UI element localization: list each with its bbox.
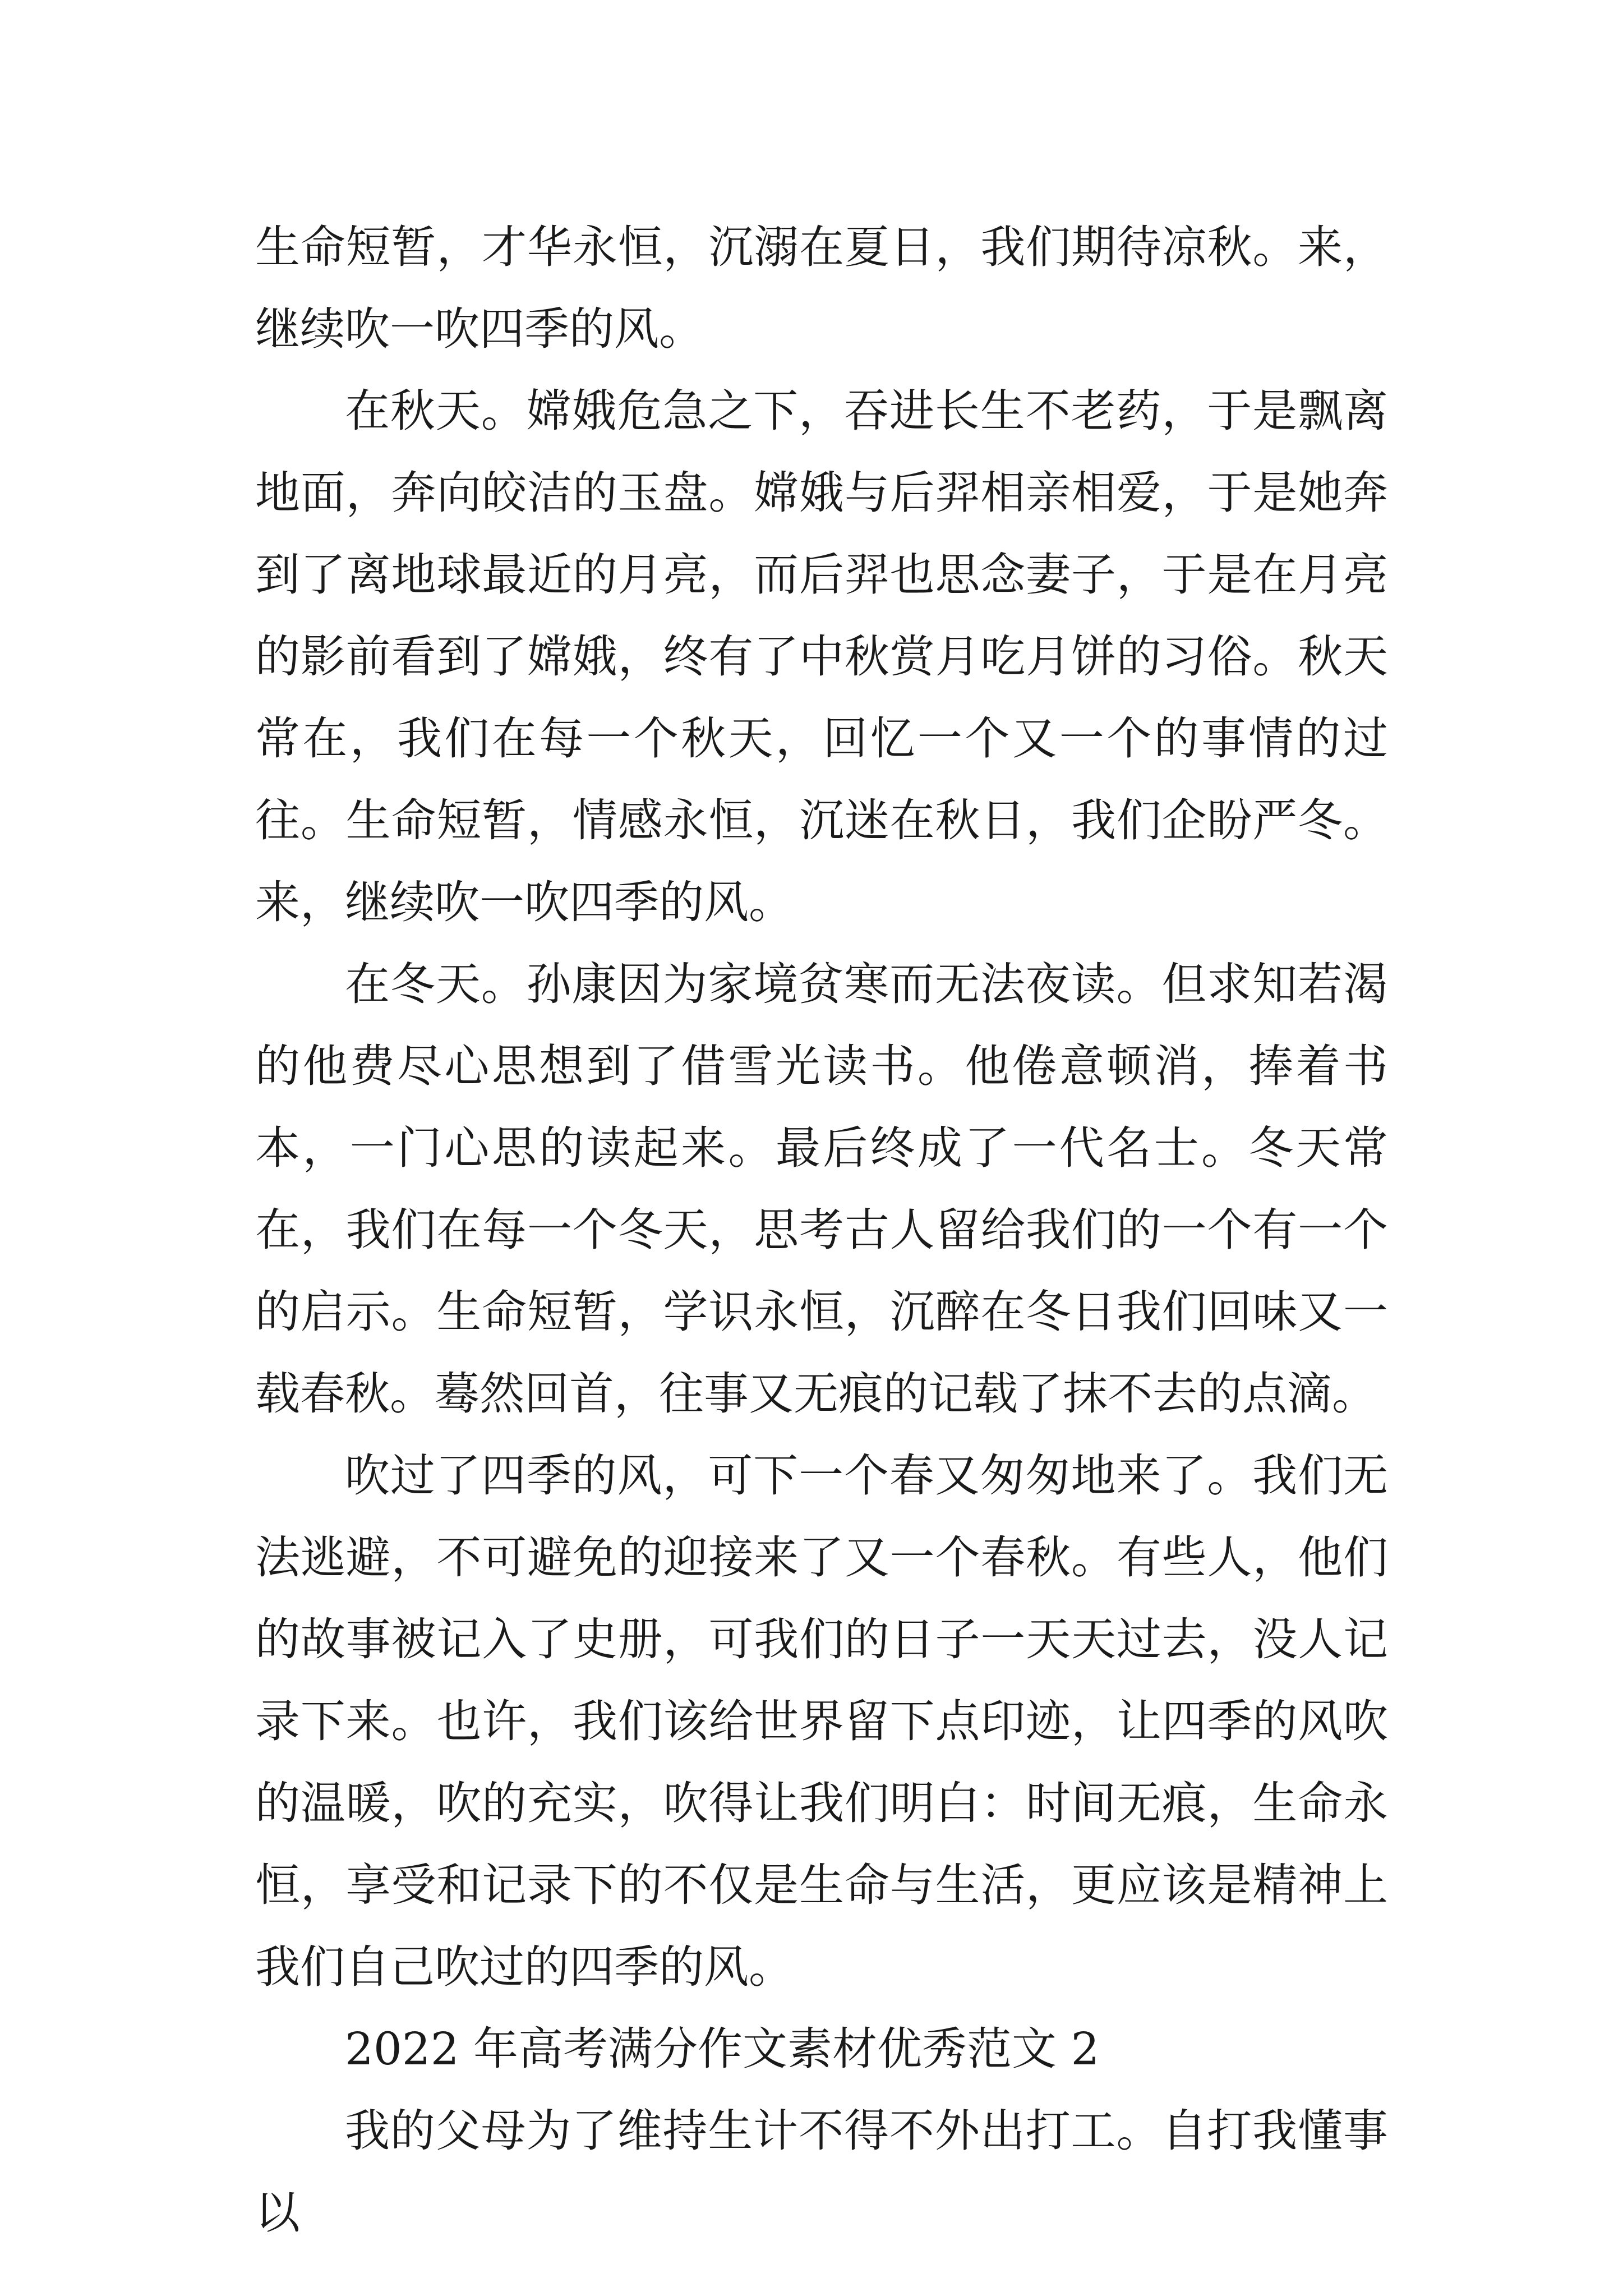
paragraph-next-essay-start: 我的父母为了维持生计不得不外出打工。自打我懂事以	[255, 2105, 1388, 2239]
paragraph-summer-ending: 生命短暂，才华永恒，沉溺在夏日，我们期待凉秋。来，继续吹一吹四季的风。	[255, 221, 1388, 355]
paragraph-conclusion: 吹过了四季的风，可下一个春又匆匆地来了。我们无法逃避，不可避免的迎接来了又一个春秋。有些人，他们的故事被记入了史册，可我们的日子一天天过去，没人记录下来。也许，我们该给世界留下点印迹，让四季的风吹的温暖，吹的充实，吹得让我们明白：时间无痕，生命永恒，享受和记录下的不仅是生命与生活，更应该是精神上我们自己吹过的四季的风。	[255, 1450, 1388, 1993]
paragraph-winter: 在冬天。孙康因为家境贫寒而无法夜读。但求知若渴的他费尽心思想到了借雪光读书。他倦意顿消，捧着书本，一门心思的读起来。最后终成了一代名士。冬天常在，我们在每一个冬天，思考古人留给我们的一个有一个的启示。生命短暂，学识永恒，沉醉在冬日我们回味又一载春秋。蓦然回首，往事又无痕的记载了抹不去的点滴。	[255, 958, 1388, 1420]
document-body	[255, 206, 1388, 2254]
essay-heading: 2022 年高考满分作文素材优秀范文 2	[345, 2023, 1100, 2075]
paragraph-autumn: 在秋天。嫦娥危急之下，吞进长生不老药，于是飘离地面，奔向皎洁的玉盘。嫦娥与后羿相亲相爱，于是她奔到了离地球最近的月亮，而后羿也思念妻子，于是在月亮的影前看到了嫦娥，终有了中秋赏月吃月饼的习俗。秋天常在，我们在每一个秋天，回忆一个又一个的事情的过往。生命短暂，情感永恒，沉迷在秋日，我们企盼严冬。来，继续吹一吹四季的风。	[255, 385, 1388, 928]
